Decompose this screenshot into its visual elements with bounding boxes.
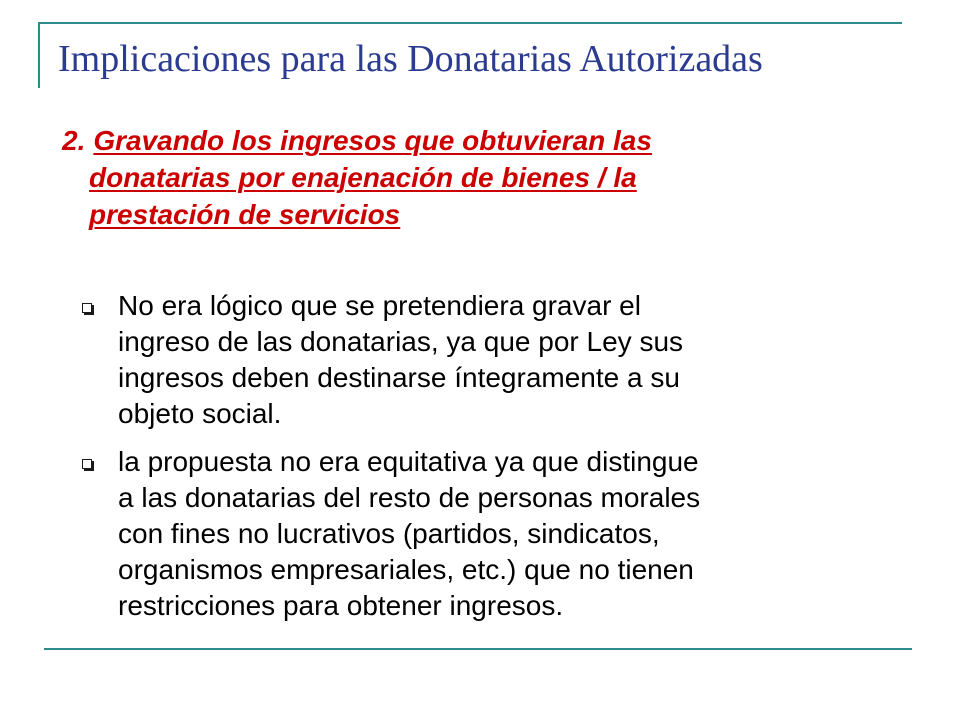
bullet-2-line-4: organismos empresariales, etc.) que no tienen <box>118 554 694 585</box>
bullet-2-line-5: restricciones para obtener ingresos. <box>118 590 564 621</box>
bullet-2-line-3: con fines no lucrativos (partidos, sindicatos, <box>118 518 660 549</box>
subtitle-text-3: prestación de servicios <box>89 199 401 230</box>
bullet-1-line-4: objeto social. <box>118 398 282 429</box>
left-border-rule <box>38 22 40 88</box>
bottom-border-rule <box>44 648 912 650</box>
bullet-1-line-3: ingresos deben destinarse íntegramente a su <box>118 362 680 393</box>
hollow-square-bullet-icon <box>82 303 92 313</box>
subtitle-text-1: Gravando los ingresos que obtuvieran las <box>93 125 652 156</box>
subtitle-line-3 <box>62 196 902 233</box>
subtitle-line-2 <box>62 159 902 196</box>
bullet-2-line-1: la propuesta no era equitativa ya que distingue <box>118 446 699 477</box>
slide-subtitle <box>62 122 902 233</box>
subtitle-text-2: donatarias por enajenación de bienes / la <box>89 162 637 193</box>
subtitle-number: 2. <box>62 125 86 156</box>
bullet-item-1 <box>78 288 908 432</box>
slide-title: Implicaciones para las Donatarias Autorizadas <box>58 38 763 80</box>
bullet-item-2 <box>78 444 908 624</box>
top-border-rule <box>38 22 902 24</box>
bullet-2-line-2: a las donatarias del resto de personas morales <box>118 482 701 513</box>
subtitle-line-1 <box>62 122 902 159</box>
bullet-1-line-1: No era lógico que se pretendiera gravar el <box>118 290 641 321</box>
bullet-list <box>78 288 908 636</box>
bullet-1-line-2: ingreso de las donatarias, ya que por Ley sus <box>118 326 684 357</box>
hollow-square-bullet-icon <box>82 459 92 469</box>
